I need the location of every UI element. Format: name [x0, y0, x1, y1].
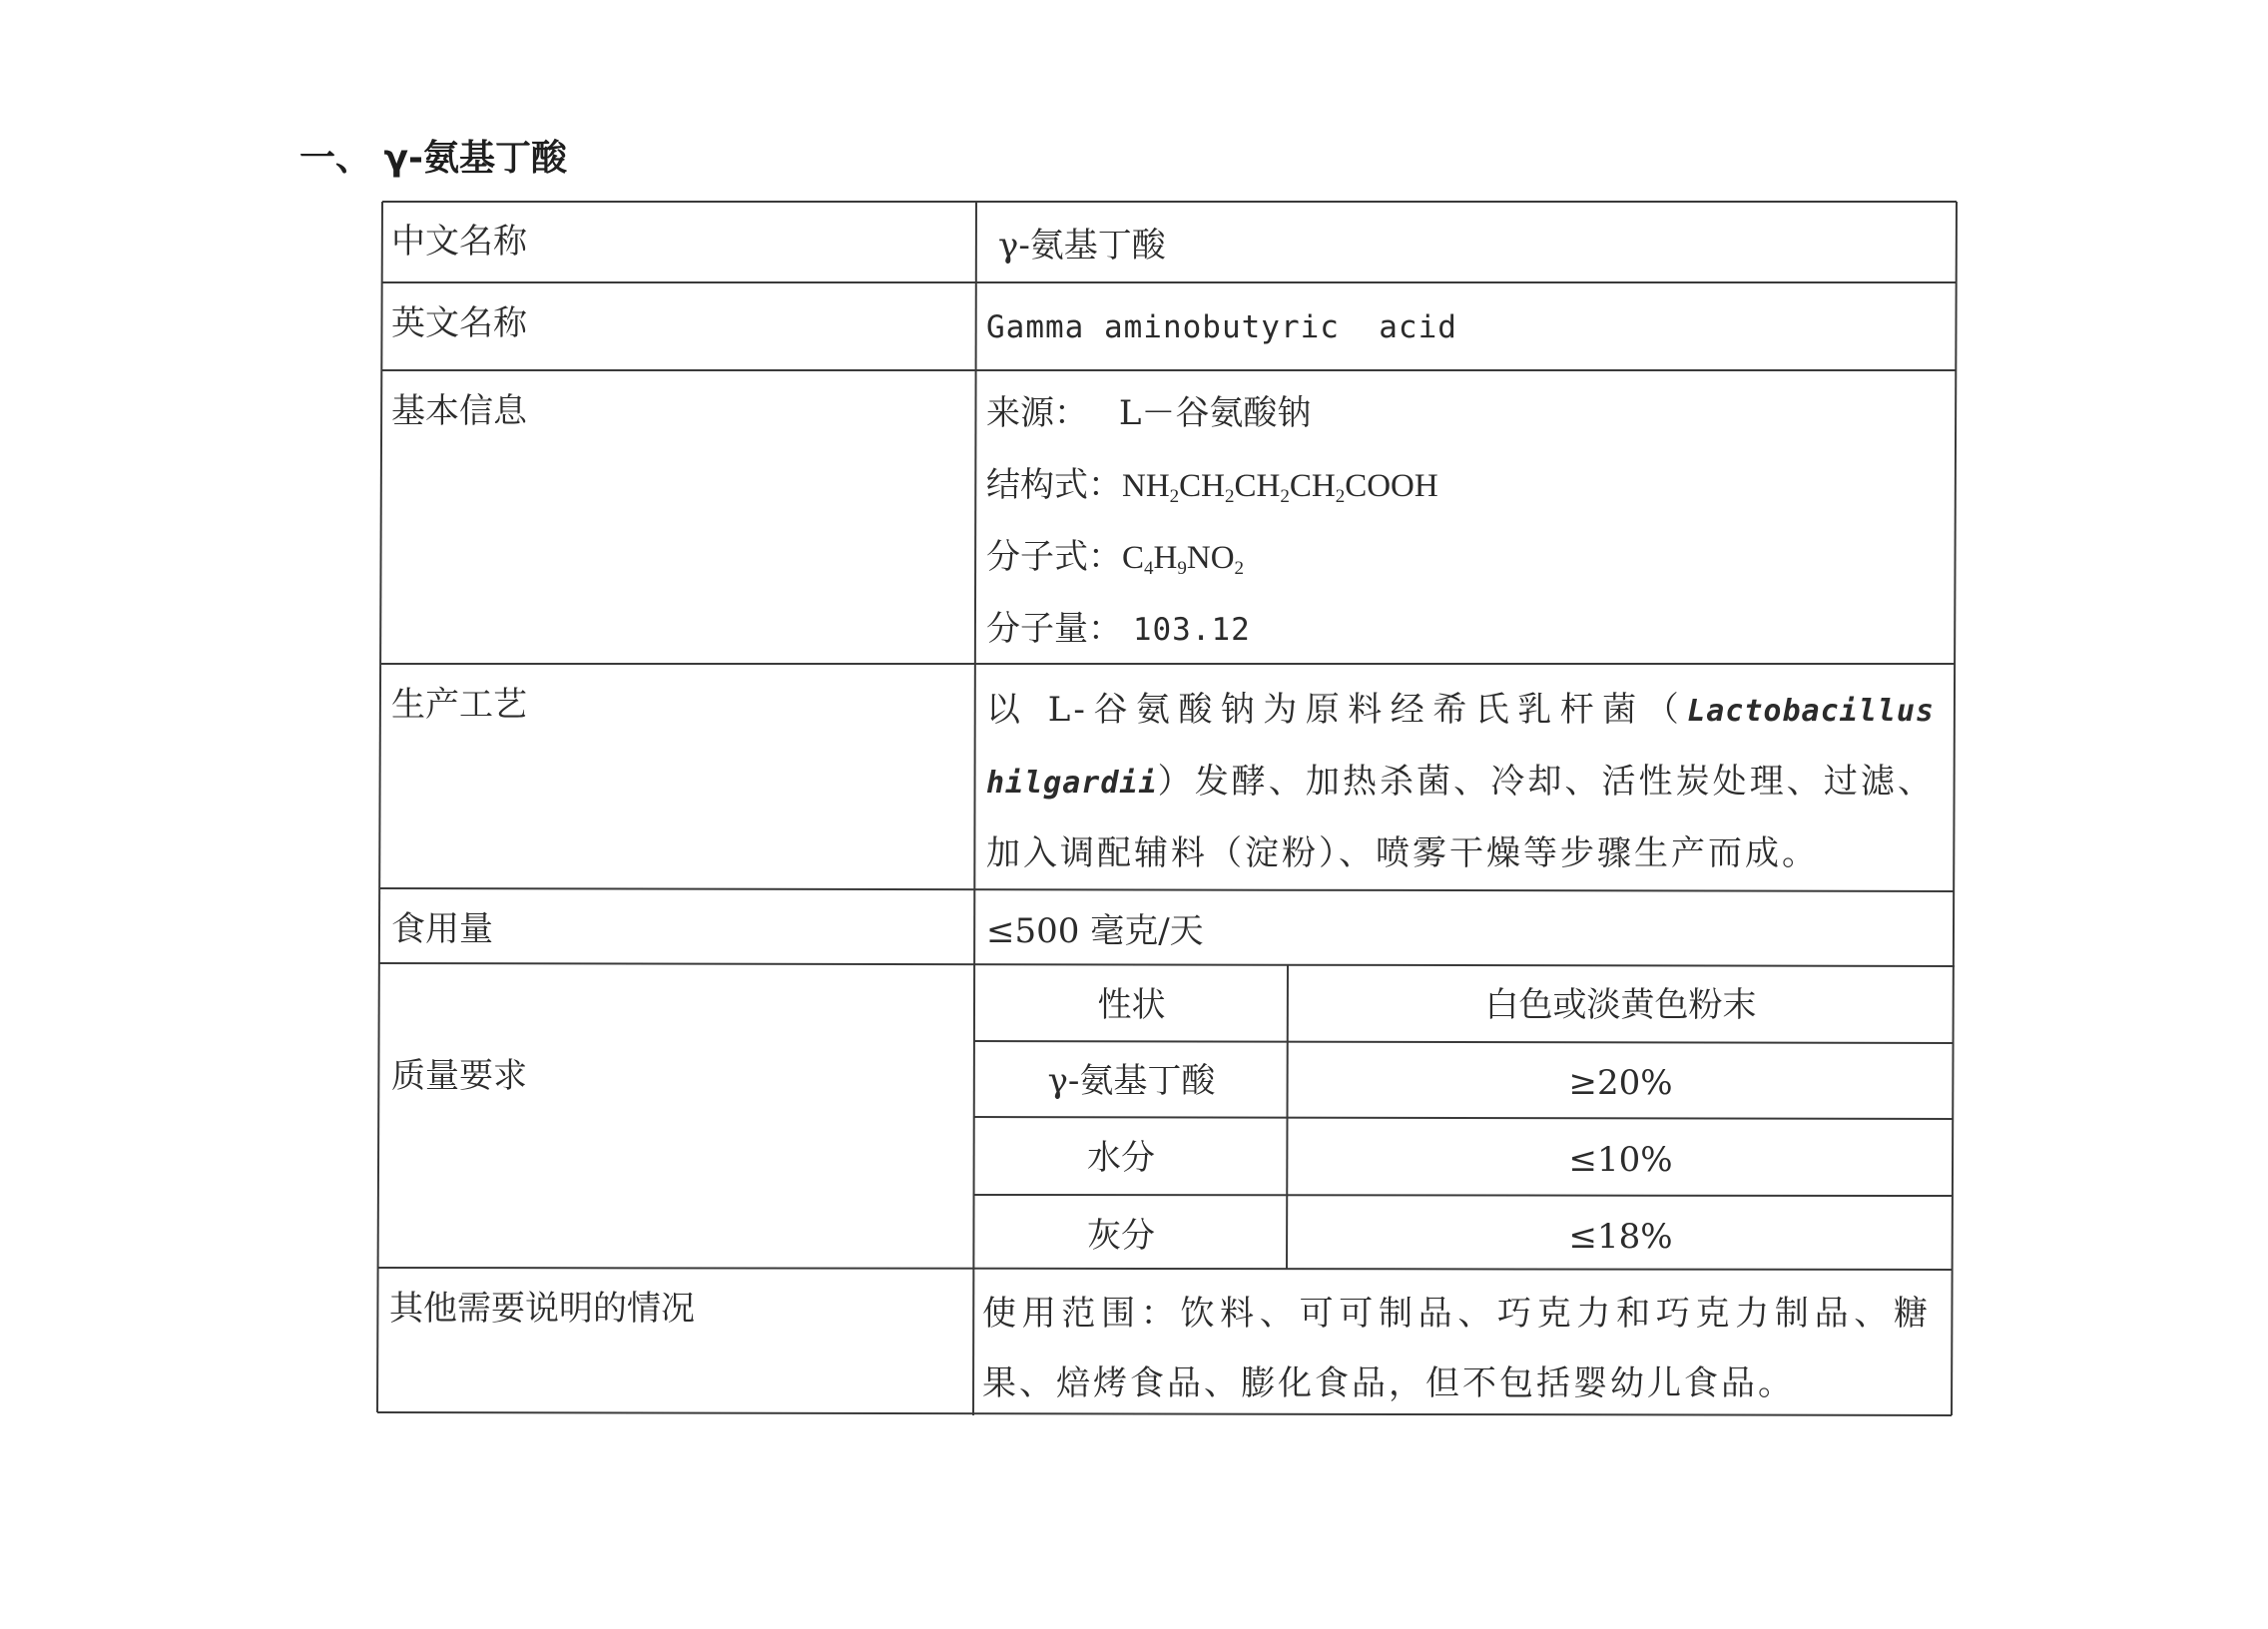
structure-label: 结构式：	[986, 465, 1122, 505]
quality-item-value: ≤10%	[1568, 1140, 1673, 1180]
quality-item-name: 水分	[1087, 1138, 1155, 1178]
source-value: L－谷氨酸钠	[1118, 393, 1312, 433]
weight-value: 103.12	[1132, 612, 1251, 648]
dosage-label: 食用量	[391, 909, 493, 949]
quality-item-name: 灰分	[1087, 1216, 1155, 1256]
weight-label: 分子量：	[986, 609, 1122, 649]
dosage-value: ≤500 毫克/天	[986, 911, 1204, 951]
weight-line	[986, 593, 1935, 666]
quality-item-name: 性状	[1097, 985, 1166, 1025]
structure-formula-render: $NH_2CH_2CH_2CH_2COOH$	[1122, 468, 1438, 507]
process-text-after: ）发酵、加热杀菌、冷却、活性炭处理、过滤、加入调配辅料（淀粉）、喷雾干燥等步骤生产而成。	[986, 762, 1935, 873]
process-text	[986, 675, 1935, 888]
quality-item-name: γ-氨基丁酸	[1047, 1061, 1216, 1101]
section-heading: 一、 γ-氨基丁酸	[299, 138, 567, 179]
process-text-before: 以 L-谷氨酸钠为原料经希氏乳杆菌（	[986, 690, 1688, 730]
quality-item-value: 白色或淡黄色粉末	[1484, 985, 1757, 1025]
basic-info-label: 基本信息	[391, 391, 527, 431]
cn-name-value: γ-氨基丁酸	[998, 226, 1166, 266]
other-label: 其他需要说明的情况	[389, 1289, 695, 1329]
en-name-label: 英文名称	[391, 303, 527, 343]
cn-name-label: 中文名称	[391, 222, 527, 262]
process-species: Lactobacillus hilgardii	[986, 694, 1935, 801]
source-label: 来源：	[986, 393, 1088, 433]
process-label: 生产工艺	[391, 685, 527, 725]
quality-item-value: ≤18%	[1568, 1217, 1673, 1257]
source-line	[986, 377, 1935, 449]
formula-label: 分子式：	[986, 537, 1122, 577]
en-name-value: Gamma aminobutyric acid	[986, 309, 1457, 345]
other-value: 使用范围：饮料、可可制品、巧克力和巧克力制品、糖果、焙烤食品、膨化食品，但不包括婴幼儿食品。	[982, 1294, 1931, 1403]
molecular-formula-render: $C_4H_9NO_2$	[1122, 540, 1245, 579]
quality-label: 质量要求	[391, 1056, 527, 1096]
quality-item-value: ≥20%	[1568, 1063, 1673, 1103]
